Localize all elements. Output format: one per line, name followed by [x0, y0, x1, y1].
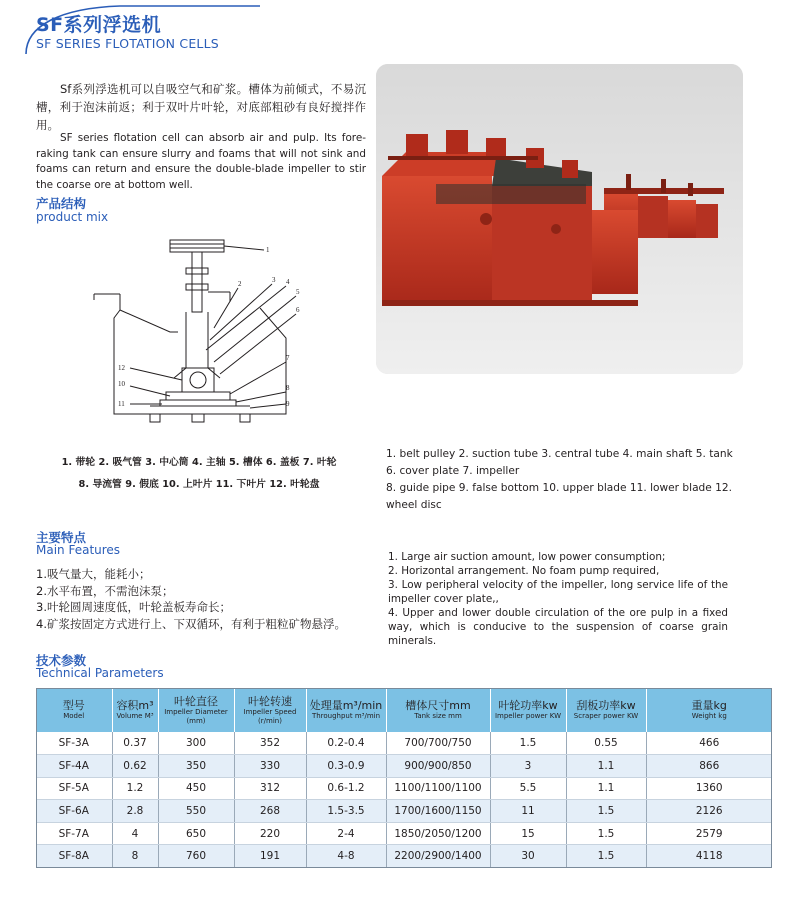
diagram-label-12: 12	[118, 364, 125, 372]
table-cell: SF-6A	[36, 800, 112, 823]
table-cell: 268	[234, 800, 306, 823]
column-header-en: Impeller Speed (r/min)	[243, 707, 297, 725]
table-cell: 191	[234, 845, 306, 868]
structure-diagram	[90, 228, 330, 440]
column-header	[234, 688, 306, 732]
table-cell: 3	[490, 755, 566, 778]
column-header-zh: 重量kg	[691, 699, 727, 712]
table-cell: 2579	[646, 822, 772, 845]
table-cell: 466	[646, 732, 772, 755]
table-header-row	[36, 688, 772, 732]
table-row	[36, 755, 772, 778]
table-cell: 0.2-0.4	[306, 732, 386, 755]
table-cell: 900/900/850	[386, 755, 490, 778]
column-header-zh: 处理量m³/min	[309, 699, 383, 712]
diagram-label-5: 5	[296, 288, 300, 296]
table-cell: 1.5	[566, 845, 646, 868]
table-cell: 1.5	[566, 822, 646, 845]
product-mix-heading-zh: 产品结构	[36, 196, 87, 211]
table-cell: 2-4	[306, 822, 386, 845]
table-cell: 0.3-0.9	[306, 755, 386, 778]
column-header	[646, 688, 772, 732]
table-cell: SF-7A	[36, 822, 112, 845]
table-cell: 4	[112, 822, 158, 845]
table-row	[36, 732, 772, 755]
table-cell: 650	[158, 822, 234, 845]
column-header-zh: 叶轮转速	[248, 694, 292, 708]
table-cell: 450	[158, 777, 234, 800]
table-cell: 4-8	[306, 845, 386, 868]
table-cell: 1360	[646, 777, 772, 800]
table-cell: 312	[234, 777, 306, 800]
table-cell: 0.37	[112, 732, 158, 755]
column-header	[36, 688, 112, 732]
diagram-label-7: 7	[286, 354, 290, 362]
tech-heading-en: Technical Parameters	[36, 666, 164, 680]
table-cell: 30	[490, 845, 566, 868]
table-cell: 330	[234, 755, 306, 778]
table-cell: 0.62	[112, 755, 158, 778]
diagram-label-3: 3	[272, 276, 276, 284]
table-cell: 2200/2900/1400	[386, 845, 490, 868]
table-cell: 1.1	[566, 755, 646, 778]
features-text-en: 1. Large air suction amount, low power consumption; 2. Horizontal arrangement. No foam pump required, 3. Low peripheral velocity of the impeller, long service life of the impeller cover plate,, 4. Upper and lower double circulation of the ore pulp in a fixed way, which is conducive to the suspension of coarse grain minerals.	[388, 551, 728, 647]
column-header-en: Volume M³	[116, 712, 154, 720]
table-cell: SF-5A	[36, 777, 112, 800]
product-mix-heading-en: product mix	[36, 210, 109, 224]
diagram-label-6: 6	[296, 306, 300, 314]
intro-text-zh: Sf系列浮选机可以自吸空气和矿浆。槽体为前倾式，不易沉槽，利于泡沫前返；利于双叶片叶轮，对底部粗砂有良好搅拌作用。	[36, 82, 366, 132]
features-heading-zh: 主要特点	[36, 530, 87, 545]
table-body	[36, 732, 772, 868]
table-cell: 1850/2050/1200	[386, 822, 490, 845]
column-header-zh: 刮板功率kw	[576, 699, 636, 712]
column-header-zh: 槽体尺寸mm	[405, 699, 471, 712]
column-header-en: Impeller Diameter (mm)	[164, 707, 228, 725]
table-cell: 300	[158, 732, 234, 755]
diagram-label-10: 10	[118, 380, 125, 388]
table-cell: 1100/1100/1100	[386, 777, 490, 800]
table-cell: 15	[490, 822, 566, 845]
table-cell: 1.5	[566, 800, 646, 823]
table-cell: 2126	[646, 800, 772, 823]
table-cell: 2.8	[112, 800, 158, 823]
table-cell: 1.5	[490, 732, 566, 755]
table-cell: 700/700/750	[386, 732, 490, 755]
flotation-cells-photo	[376, 64, 743, 374]
column-header-zh: 叶轮功率kw	[498, 699, 558, 712]
column-header	[386, 688, 490, 732]
table-row	[36, 777, 772, 800]
table-cell: 0.55	[566, 732, 646, 755]
legend-zh-line-2: 8. 导流管 9. 假底 10. 上叶片 11. 下叶片 12. 叶轮盘	[78, 479, 320, 490]
legend-zh-line-1: 1. 带轮 2. 吸气管 3. 中心筒 4. 主轴 5. 槽体 6. 盖板 7. 叶轮	[61, 457, 337, 468]
table-cell: SF-8A	[36, 845, 112, 868]
column-header	[306, 688, 386, 732]
column-header	[490, 688, 566, 732]
column-header-en: Throughput m³/min	[311, 712, 381, 720]
table-cell: 11	[490, 800, 566, 823]
column-header-en: Tank size mm	[414, 712, 462, 720]
column-header-zh: 容积m³	[116, 699, 154, 712]
table-cell: 1.2	[112, 777, 158, 800]
legend-en: 1. belt pulley 2. suction tube 3. central tube 4. main shaft 5. tank 6. cover plate 7. impeller 8. guide pipe 9. false bottom 10. upper blade 11. lower blade 12. wheel disc	[386, 448, 733, 511]
table-cell: 352	[234, 732, 306, 755]
table-row	[36, 800, 772, 823]
diagram-label-8: 8	[286, 384, 290, 392]
table-cell: 4118	[646, 845, 772, 868]
page-subtitle: SF SERIES FLOTATION CELLS	[36, 36, 219, 51]
features-text-zh: 1.吸气量大，能耗小； 2.水平布置，不需泡沫泵； 3.叶轮圆周速度低，叶轮盖板寿命长； 4.矿浆按固定方式进行上、下双循环，有利于粗粒矿物悬浮。	[36, 567, 346, 631]
table-row	[36, 845, 772, 868]
table-cell: SF-3A	[36, 732, 112, 755]
column-header	[566, 688, 646, 732]
diagram-label-11: 11	[118, 400, 125, 408]
table-cell: 220	[234, 822, 306, 845]
page-header	[0, 0, 800, 56]
table-row	[36, 822, 772, 845]
table-cell: SF-4A	[36, 755, 112, 778]
table-cell: 550	[158, 800, 234, 823]
column-header-en: Impeller power KW	[494, 712, 562, 720]
diagram-label-9: 9	[286, 400, 290, 408]
column-header-en: Weight kg	[691, 712, 727, 720]
table-cell: 1.5-3.5	[306, 800, 386, 823]
column-header-en: Scraper power KW	[573, 712, 639, 720]
column-header	[112, 688, 158, 732]
diagram-label-1: 1	[266, 246, 270, 254]
table-cell: 760	[158, 845, 234, 868]
tech-params-table	[36, 688, 772, 868]
features-heading-en: Main Features	[36, 543, 121, 557]
diagram-label-4: 4	[286, 278, 290, 286]
table-cell: 5.5	[490, 777, 566, 800]
column-header-zh: 叶轮直径	[174, 694, 218, 708]
page-title: SF系列浮选机	[36, 14, 162, 36]
intro-text-en: SF series flotation cell can absorb air and pulp. Its fore-raking tank can ensure slurry and foams that will not sink and foams can return and ensure the double-blade impeller to stir the coarse ore at bottom well.	[36, 132, 366, 191]
column-header-zh: 型号	[62, 699, 85, 712]
table-cell: 8	[112, 845, 158, 868]
table-cell: 350	[158, 755, 234, 778]
column-header-en: Model	[63, 712, 85, 720]
tech-heading-zh: 技术参数	[36, 653, 87, 668]
column-header	[158, 688, 234, 732]
table-cell: 1.1	[566, 777, 646, 800]
diagram-label-2: 2	[238, 280, 242, 288]
table-cell: 0.6-1.2	[306, 777, 386, 800]
table-cell: 1700/1600/1150	[386, 800, 490, 823]
flotation-machine-illustration	[376, 64, 743, 374]
table-cell: 866	[646, 755, 772, 778]
